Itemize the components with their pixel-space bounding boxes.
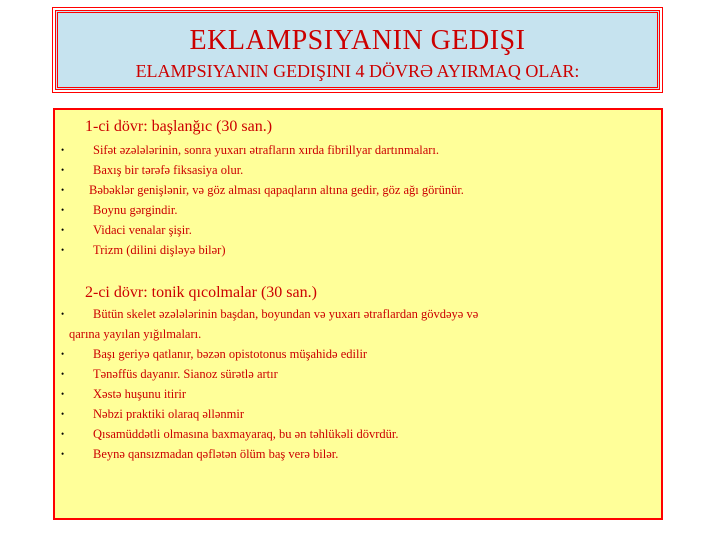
page-title: EKLAMPSIYANIN GEDIŞI	[189, 25, 526, 56]
list-item: • Xəstə huşunu itirir	[61, 387, 187, 401]
title-banner	[55, 10, 660, 90]
list-item: • Bəbəklər genişlənir, və göz alması qapaqların altına gedir, göz ağı görünür.	[61, 183, 464, 197]
list-item: • Nəbzi praktiki olaraq əllənmir	[61, 407, 244, 421]
list-item: • Bütün skelet əzələlərinin başdan, boyundan və yuxarı ətraflardan gövdəyə və qarına yayılan yığılmaları.	[61, 307, 479, 341]
list-item: • Qısamüddətli olmasına baxmayaraq, bu ən təhlükəli dövrdür.	[61, 427, 399, 441]
section-1-list	[55, 140, 655, 260]
section-2-list	[55, 304, 655, 464]
list-item: • Sifət əzələlərinin, sonra yuxarı ətrafların xırda fibrillyar dartınmaları.	[61, 143, 440, 157]
section-heading-1: 1-ci dövr: başlanğıc (30 san.)	[85, 118, 273, 135]
page-subtitle: ELAMPSIYANIN GEDIŞINI 4 DÖVRƏ AYIRMAQ OLAR:	[135, 61, 580, 81]
list-item: • Baxış bir tərəfə fiksasiya olur.	[61, 163, 244, 177]
list-item: • Trizm (dilini dişləyə bilər)	[61, 243, 226, 257]
list-item: • Vidaci venalar şişir.	[61, 223, 192, 237]
list-item: • Tənəffüs dayanır. Sianoz sürətlə artır	[61, 367, 278, 381]
section-heading-2: 2-ci dövr: tonik qıcolmalar (30 san.)	[85, 284, 317, 301]
content-panel	[53, 108, 663, 520]
list-item: • Beynə qansızmadan qəflətən ölüm baş verə bilər.	[61, 447, 339, 461]
list-item: • Başı geriyə qatlanır, bəzən opistotonus müşahidə edilir	[61, 347, 368, 361]
list-item: • Boynu gərgindir.	[61, 203, 178, 217]
